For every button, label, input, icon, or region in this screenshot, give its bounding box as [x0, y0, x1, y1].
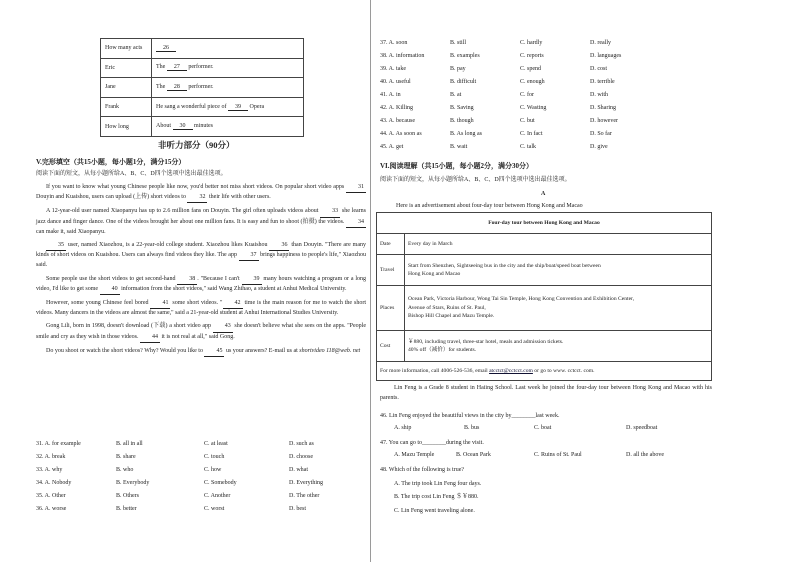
row-label: Travel: [377, 255, 405, 286]
paragraph: A 12-year-old user named Xiaopanyu has up to 2.6 million fans on Douyin. The girl often uploads videos about 33 she learns jazz dance and finger dance. One of the videos brought her about one million fans. It is easy and fun to shoot (拍摄) the videos. 34 can make it, said Xiaopanyu.: [36, 208, 367, 235]
row-label: Frank: [101, 97, 152, 117]
row-label: Eric: [101, 58, 152, 78]
table-row: [377, 286, 712, 331]
ad-intro: Here is an advertisement about four-day tour between Hong Kong and Macao: [396, 203, 583, 209]
paragraph: If you want to know what young Chinese people like now, you'd better not miss short videos. On popular short video apps 31 Douyin and Kuaishou, users can upload (上传) short videos to 32 their life with other users.: [36, 183, 366, 203]
table-row: [101, 97, 304, 117]
option-row: 33. A. why B. who C. how D. what: [36, 467, 308, 473]
table-row: [377, 255, 712, 286]
option-row: 31. A. for example B. all in all C. at least D. such as: [36, 441, 314, 447]
row-content: Every day in March: [405, 234, 712, 255]
row-content: About 30 minutes: [152, 117, 304, 137]
paragraph: 35 user, named Xiaozhou, is a 22-year-old college student. Xiaozhou likes Kuaishou 36 than Douyin. "There are many kinds of short videos on Kuaishou. Users can always find videos they like. The app 37 brings happiness to people's life," Xiaozhou said.: [36, 242, 367, 269]
row-label: Cost: [377, 331, 405, 362]
paragraph: Gong Lili, born in 1998, doesn't download (下载) a short video app 43 she doesn't believe what she sees on the apps. "People smile and cry as they wish in those videos. 44 it is not real at all," said Gong.: [36, 322, 366, 342]
options-right: [380, 40, 710, 157]
paragraph: However, some young Chinese feel bored 41 some short videos. " 42 time is the main reason for me to watch the short videos. Many dancers in the videos are almost the same," said a 21-year-old student at Anhui International Studies University.: [36, 300, 367, 317]
paragraph: Do you shoot or watch the short videos? Why? Would you like to 45 us your answers? E-mail us at shortvideo 118@web. net: [36, 347, 366, 357]
section6-instruction: 阅读下面的短文，从每小题所给A、B、C、D四个选项中选出最佳选项。: [380, 177, 571, 183]
q48-option-c: C. Lin Feng went traveling alone.: [394, 508, 475, 514]
option-row: A. Mazu Temple B. Ocean Park C. Ruins of St. Paul D. all the above: [394, 452, 664, 458]
section6-title: VI.阅读理解（共15小题，每小题2分，满分30分）: [380, 162, 534, 170]
row-label: How long: [101, 117, 152, 137]
row-content: [152, 39, 304, 59]
table-row: [377, 362, 712, 381]
row-content: Ocean Park, Victoria Harbour, Wong Tai Sin Temple, Hong Kong Convention and Exhibition Center, Avenue of Stars, Ruins of St. Paul, Bishop Hill Chapel and Mazu Temple.: [405, 286, 712, 331]
option-row: 41. A. in B. at C. for D. with: [380, 92, 608, 98]
option-row: A. ship B. bus C. boat D. speedboat: [394, 425, 658, 431]
row-label: Jane: [101, 78, 152, 98]
section5-title: V.完形填空（共15小题，每小题1分，满分15分）: [36, 158, 186, 166]
section5-instruction: 阅读下面的短文，从每小题所给A、B、C、D四个选项中选出最佳选项。: [36, 171, 227, 177]
passage-letter: A: [541, 191, 546, 197]
q47-options: [394, 452, 714, 465]
paragraph: Lin Feng is a Grade 8 student in Haiing School. Last week he joined the four-day tour between Hong Kong and Macao with his parents.: [380, 385, 712, 401]
option-row: 42. A. Killing B. Saving C. Wasting D. Sharing: [380, 105, 616, 111]
q46-options: [394, 425, 714, 438]
answer-blank: 28: [167, 84, 187, 91]
answer-blank: 30: [173, 123, 193, 130]
answer-blank: 26: [156, 45, 176, 52]
table-row: [101, 39, 304, 59]
table-row: [377, 213, 712, 234]
table-row: [101, 78, 304, 98]
table-row: [101, 58, 304, 78]
row-content: The 28 performer.: [152, 78, 304, 98]
option-row: 32. A. break B. share C. touch D. choose: [36, 454, 313, 460]
q48-option-b: B. The trip cost Lin Feng ＄￥880.: [394, 494, 479, 500]
email-address: shortvideo 118@web. net: [299, 347, 361, 354]
q48-option-a: A. The trip took Lin Feng four days.: [394, 481, 482, 487]
table-row: [377, 331, 712, 362]
option-row: 38. A. information B. examples C. reports D. languages: [380, 53, 622, 59]
table-row: [101, 117, 304, 137]
row-label: Date: [377, 234, 405, 255]
option-row: 34. A. Nobody B. Everybody C. Somebody D. Everything: [36, 480, 323, 486]
option-row: 36. A. worse B. better C. worst D. best: [36, 506, 306, 512]
question-48: 48. Which of the following is true?: [380, 467, 465, 473]
row-label: How many acts: [101, 39, 152, 59]
paragraph: Some people use the short videos to get second-hand 38 . "Because I can't 39 many hours watching a program or a long video, I'd like to get some 40 information from the short videos," said Wang Zhihao, a student at Anhui Medical University.: [36, 275, 366, 295]
tour-table: [376, 212, 712, 381]
row-content: ￥880, including travel, three-star hotel, meals and admission tickets. 40% off（减价）for students.: [405, 331, 712, 362]
more-info: For more information, call 4006-526-536, email atcctct@cctcct.com or go to www. cctcct. com.: [377, 362, 712, 381]
part-title: 非听力部分（90分）: [158, 140, 235, 150]
cloze-passage: [36, 183, 366, 361]
row-content: Start from Shenzhen, Sightseeing bus in the city and the ship/boat/speed boat between Hong Kong and Macao: [405, 255, 712, 286]
row-content: He sang a wonderful piece of 39 Opera: [152, 97, 304, 117]
question-47: 47. You can go to________during the visit.: [380, 440, 484, 446]
story-text: [380, 384, 712, 407]
answer-blank: 39: [228, 104, 248, 111]
column-divider: [370, 0, 371, 562]
table-row: [377, 234, 712, 255]
tour-table-title: Four-day tour between Hong Kong and Macao: [377, 213, 712, 234]
row-content: The 27 performer.: [152, 58, 304, 78]
option-row: 40. A. useful B. difficult C. enough D. terrible: [380, 79, 615, 85]
option-row: 35. A. Other B. Others C. Another D. The other: [36, 493, 320, 499]
option-row: 39. A. take B. pay C. spend D. cost: [380, 66, 607, 72]
answer-blank: 27: [167, 64, 187, 71]
option-row: 37. A. soon B. still C. hardly D. really: [380, 40, 611, 46]
option-row: 43. A. because B. though C. but D. however: [380, 118, 618, 124]
option-row: 45. A. get B. wait C. talk D. give: [380, 144, 608, 150]
listening-table: [100, 38, 304, 137]
options-left: [36, 441, 366, 519]
question-46: 46. Lin Feng enjoyed the beautiful views in the city by________last week.: [380, 413, 560, 419]
row-label: Places: [377, 286, 405, 331]
option-row: 44. A. As soon as B. As long as C. In fact D. So far: [380, 131, 612, 137]
email-link[interactable]: atcctct@cctcct.com: [489, 367, 533, 374]
